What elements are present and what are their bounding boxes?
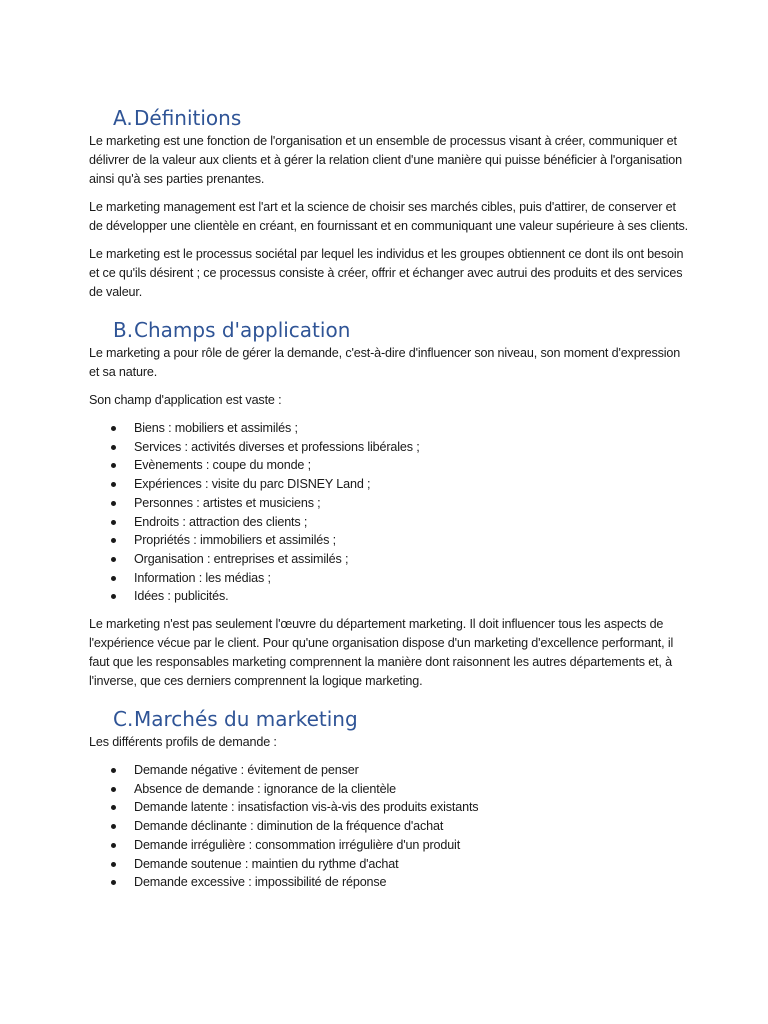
- list-item: Evènements : coupe du monde ;: [89, 456, 689, 475]
- heading-definitions: [113, 104, 689, 132]
- bullet-icon: [111, 805, 116, 810]
- list-item: Endroits : attraction des clients ;: [89, 513, 689, 532]
- bullet-icon: [111, 520, 116, 525]
- bullet-icon: [111, 862, 116, 867]
- paragraph: Le marketing management est l'art et la science de choisir ses marchés cibles, puis d'attirer, de conserver et de développer une clientèle en créant, en fournissant et en communiquant une valeur supérieure à ses clients.: [89, 200, 689, 233]
- list-item: Organisation : entreprises et assimilés ;: [89, 550, 689, 569]
- list-item: Idées : publicités.: [89, 587, 689, 606]
- bullet-icon: [111, 426, 116, 431]
- heading-marches-marketing: [113, 705, 689, 733]
- paragraph: Le marketing est le processus sociétal par lequel les individus et les groupes obtiennent ce dont ils ont besoin et ce qu'ils désirent ; ce processus consiste à créer, offrir et échanger avec autrui des produits et des services de valeur.: [89, 247, 684, 299]
- heading-title: Champs d'application: [134, 318, 351, 342]
- paragraph: Le marketing est une fonction de l'organisation et un ensemble de processus visant à créer, communiquer et délivrer de la valeur aux clients et à gérer la relation client d'une manière qui puisse bénéficier à l'organisation ainsi qu'à ses parties prenantes.: [89, 134, 682, 186]
- heading-title: Marchés du marketing: [134, 707, 358, 732]
- bullet-icon: [111, 463, 116, 468]
- heading-letter: A.: [113, 106, 133, 130]
- list-item: Demande irrégulière : consommation irrégulière d'un produit: [89, 836, 689, 855]
- list-item: Services : activités diverses et professions libérales ;: [89, 438, 689, 457]
- bullet-icon: [111, 576, 116, 581]
- paragraph: Les différents profils de demande :: [89, 735, 277, 750]
- list-item: Demande déclinante : diminution de la fréquence d'achat: [89, 817, 689, 836]
- list-item: Demande négative : évitement de penser: [89, 761, 689, 780]
- bullet-icon: [111, 843, 116, 848]
- list-item: Absence de demande : ignorance de la clientèle: [89, 780, 689, 799]
- document-body: [89, 104, 689, 892]
- bullet-list-champs: [89, 419, 689, 606]
- paragraph: Son champ d'application est vaste :: [89, 393, 282, 407]
- bullet-icon: [111, 445, 116, 450]
- heading-letter: C.: [113, 707, 134, 732]
- paragraph: Le marketing a pour rôle de gérer la demande, c'est-à-dire d'influencer son niveau, son moment d'expression et sa nature.: [89, 346, 681, 379]
- heading-champs-application: [113, 316, 689, 344]
- list-item: Demande excessive : impossibilité de réponse: [89, 873, 689, 892]
- list-item: Expériences : visite du parc DISNEY Land ;: [89, 475, 689, 494]
- list-item: Biens : mobiliers et assimilés ;: [89, 419, 689, 438]
- bullet-icon: [111, 557, 116, 562]
- bullet-icon: [111, 880, 116, 885]
- paragraph: Le marketing n'est pas seulement l'œuvre du département marketing. Il doit influencer tous les aspects de l'expérience vécue par le client. Pour qu'une organisation dispose d'un marketing d'excellence performant, il faut que les responsables marketing comprennent la manière dont raisonnent les autres départements et, à l'inverse, que ces derniers comprennent la logique marketing.: [89, 617, 674, 689]
- bullet-icon: [111, 482, 116, 487]
- bullet-icon: [111, 824, 116, 829]
- bullet-icon: [111, 501, 116, 506]
- list-item: Information : les médias ;: [89, 569, 689, 588]
- bullet-icon: [111, 594, 116, 599]
- heading-title: Définitions: [134, 106, 242, 130]
- list-item: Propriétés : immobiliers et assimilés ;: [89, 531, 689, 550]
- list-item: Demande soutenue : maintien du rythme d'achat: [89, 855, 689, 874]
- bullet-icon: [111, 538, 116, 543]
- list-item: Demande latente : insatisfaction vis-à-vis des produits existants: [89, 798, 689, 817]
- heading-letter: B.: [113, 318, 134, 342]
- bullet-icon: [111, 787, 116, 792]
- bullet-list-demande: [89, 761, 689, 892]
- bullet-icon: [111, 768, 116, 773]
- list-item: Personnes : artistes et musiciens ;: [89, 494, 689, 513]
